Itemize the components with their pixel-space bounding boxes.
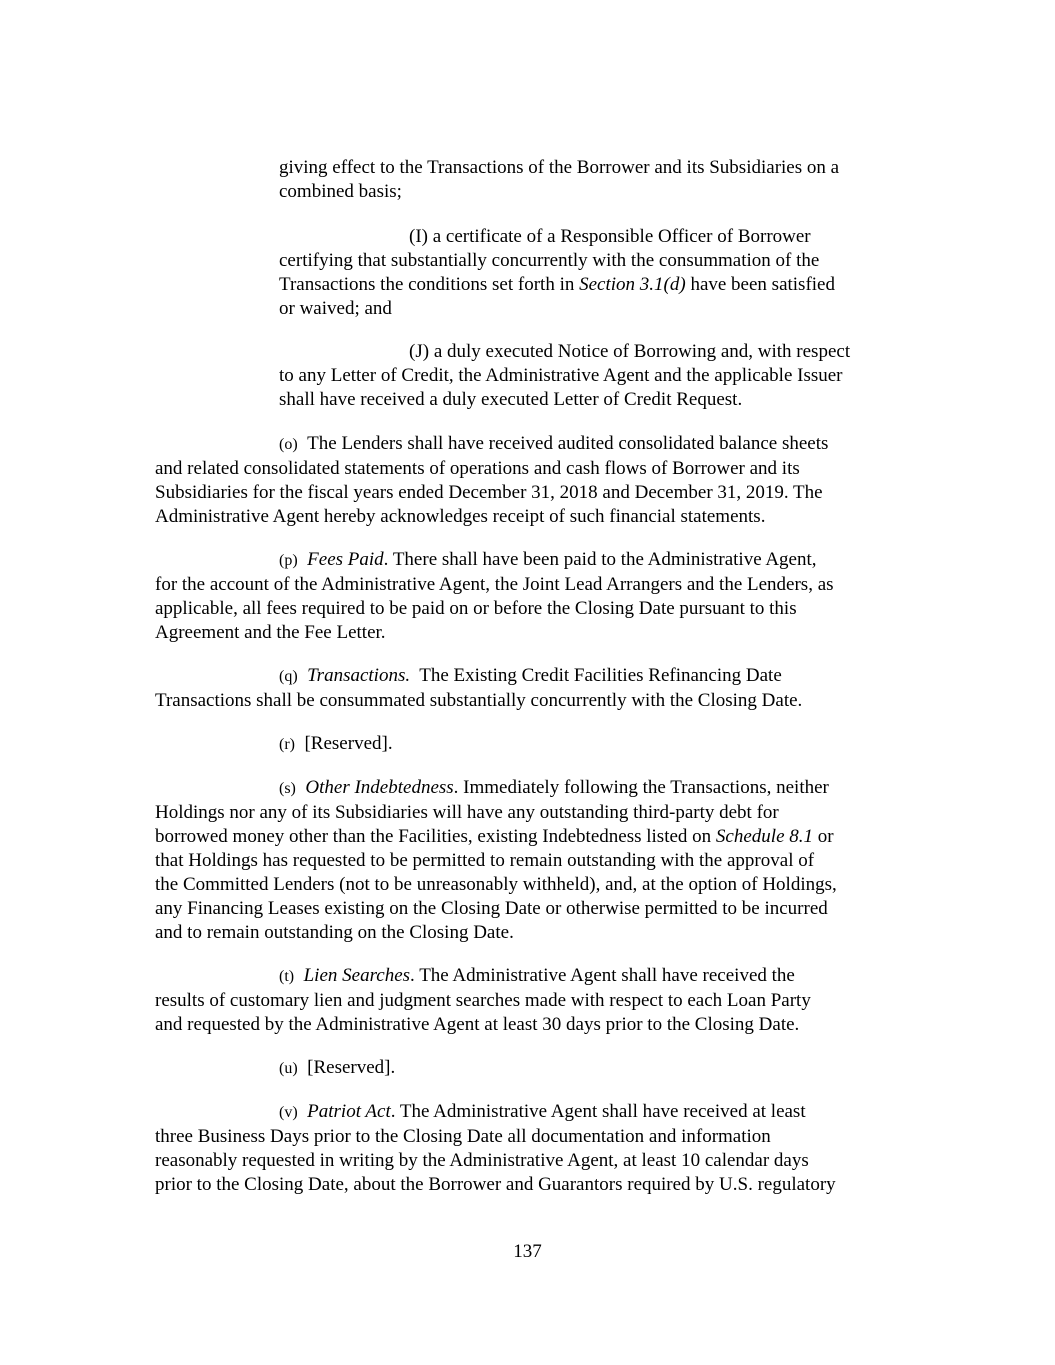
text-line: for the account of the Administrative Agent, the Joint Lead Arrangers and the Lenders, as bbox=[155, 574, 834, 595]
section-label: (q) bbox=[279, 668, 298, 685]
section-s bbox=[155, 776, 915, 945]
text-line: and requested by the Administrative Agent at least 30 days prior to the Closing Date. bbox=[155, 1014, 800, 1035]
text-line: certifying that substantially concurrently with the consummation of the bbox=[279, 250, 820, 271]
text-line: . The Administrative Agent shall have received at least bbox=[390, 1101, 806, 1122]
text-line: . The Administrative Agent shall have received the bbox=[410, 965, 795, 986]
section-title: Lien Searches bbox=[303, 965, 411, 986]
text-line: that Holdings has requested to be permitted to remain outstanding with the approval of bbox=[155, 850, 815, 871]
section-v bbox=[155, 1100, 915, 1197]
section-label: (o) bbox=[279, 436, 298, 453]
text-line: . Immediately following the Transactions, neither bbox=[453, 777, 829, 798]
text-line: or bbox=[813, 826, 834, 847]
text-line: a certificate of a Responsible Officer of Borrower bbox=[432, 226, 811, 247]
text-line: applicable, all fees required to be paid on or before the Closing Date pursuant to this bbox=[155, 598, 797, 619]
section-r bbox=[155, 732, 915, 757]
clause-label: (I) bbox=[409, 226, 428, 247]
text-line: have been satisfied bbox=[685, 274, 835, 295]
clause-I bbox=[279, 225, 919, 321]
clause-label: (J) bbox=[409, 341, 430, 362]
text-line: The Existing Credit Facilities Refinancing Date bbox=[410, 665, 782, 686]
section-label: (t) bbox=[279, 968, 295, 985]
text-line: reasonably requested in writing by the Administrative Agent, at least 10 calendar days bbox=[155, 1150, 809, 1171]
text-line: or waived; and bbox=[279, 298, 392, 319]
section-label: (r) bbox=[279, 736, 295, 753]
page-number: 137 bbox=[513, 1241, 542, 1262]
text-line: any Financing Leases existing on the Closing Date or otherwise permitted to be incurred bbox=[155, 898, 828, 919]
section-p bbox=[155, 548, 915, 645]
section-u bbox=[155, 1056, 915, 1081]
text-line: [Reserved]. bbox=[307, 1057, 396, 1078]
section-reference: Section 3.1(d) bbox=[579, 274, 686, 295]
text-line: a duly executed Notice of Borrowing and, with respect bbox=[433, 341, 851, 362]
text-line: Transactions the conditions set forth in bbox=[279, 274, 580, 295]
section-title: Patriot Act bbox=[307, 1101, 391, 1122]
text-line: to any Letter of Credit, the Administrative Agent and the applicable Issuer bbox=[279, 365, 843, 386]
section-label: (s) bbox=[279, 780, 296, 797]
text-line: and related consolidated statements of operations and cash flows of Borrower and its bbox=[155, 458, 800, 479]
section-label: (v) bbox=[279, 1104, 298, 1121]
paragraph-continuation bbox=[279, 156, 919, 204]
section-o bbox=[155, 432, 915, 529]
text-line: three Business Days prior to the Closing Date all documentation and information bbox=[155, 1126, 771, 1147]
clause-J bbox=[279, 340, 919, 412]
section-t bbox=[155, 964, 915, 1037]
text-line: Transactions shall be consummated substantially concurrently with the Closing Date. bbox=[155, 690, 803, 711]
text-line: . There shall have been paid to the Administrative Agent, bbox=[383, 549, 817, 570]
text-line: Subsidiaries for the fiscal years ended December 31, 2018 and December 31, 2019. The bbox=[155, 482, 823, 503]
schedule-reference: Schedule 8.1 bbox=[715, 826, 813, 847]
text-line: Holdings nor any of its Subsidiaries will have any outstanding third-party debt for bbox=[155, 802, 779, 823]
text-line: prior to the Closing Date, about the Borrower and Guarantors required by U.S. regulatory bbox=[155, 1174, 836, 1195]
text-line: Agreement and the Fee Letter. bbox=[155, 622, 386, 643]
text-line: The Lenders shall have received audited consolidated balance sheets bbox=[307, 433, 829, 454]
text-line: giving effect to the Transactions of the Borrower and its Subsidiaries on a bbox=[279, 157, 840, 178]
text-line: shall have received a duly executed Letter of Credit Request. bbox=[279, 389, 743, 410]
text-line: the Committed Lenders (not to be unreasonably withheld), and, at the option of Holdings, bbox=[155, 874, 837, 895]
text-line: Administrative Agent hereby acknowledges receipt of such financial statements. bbox=[155, 506, 766, 527]
section-label: (u) bbox=[279, 1060, 298, 1077]
text-line: [Reserved]. bbox=[304, 733, 393, 754]
text-line: and to remain outstanding on the Closing Date. bbox=[155, 922, 514, 943]
section-title: Other Indebtedness bbox=[305, 777, 454, 798]
text-line: borrowed money other than the Facilities, existing Indebtedness listed on bbox=[155, 826, 716, 847]
text-line: combined basis; bbox=[279, 181, 402, 202]
section-q bbox=[155, 664, 915, 713]
text-line: results of customary lien and judgment searches made with respect to each Loan Party bbox=[155, 990, 811, 1011]
section-title: Transactions. bbox=[307, 665, 411, 686]
section-title: Fees Paid bbox=[307, 549, 384, 570]
section-label: (p) bbox=[279, 552, 298, 569]
